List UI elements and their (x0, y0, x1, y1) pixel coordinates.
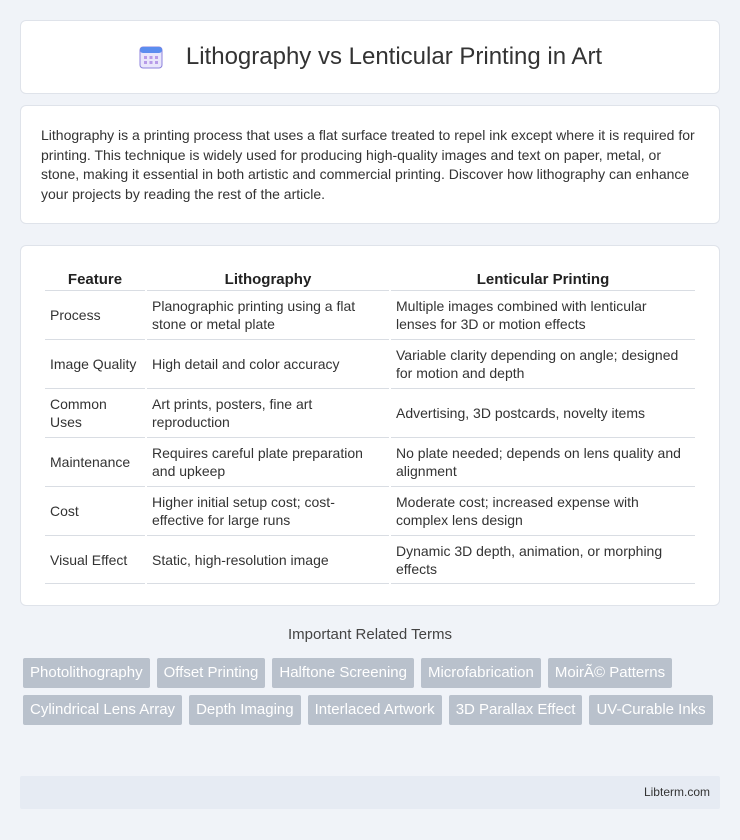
intro-card (20, 105, 720, 224)
table-cell-lenticular: Dynamic 3D depth, animation, or morphing effects (391, 535, 695, 584)
intro-text: Lithography is a printing process that uses a flat surface treated to repel ink except where it is required for printing. This technique is widely used for producing high-quality images and text on paper, metal, or stone, making it essential in both artistic and commercial printing. Discover how lithography can enhance your projects by reading the rest of the article. (41, 127, 695, 202)
table-cell-lithography: Planographic printing using a flat stone or metal plate (147, 290, 389, 339)
table-cell-feature: Cost (45, 486, 145, 535)
table-cell-lithography: Requires careful plate preparation and upkeep (147, 437, 389, 486)
table-cell-lithography: Art prints, posters, fine art reproduction (147, 388, 389, 437)
related-term-tag[interactable]: Cylindrical Lens Array (23, 695, 182, 725)
table-cell-lithography: High detail and color accuracy (147, 339, 389, 388)
comparison-table (43, 266, 697, 584)
related-term-tag[interactable]: Interlaced Artwork (308, 695, 442, 725)
table-row (45, 437, 695, 486)
column-header-lenticular: Lenticular Printing (476, 270, 610, 288)
related-terms-list (23, 658, 723, 725)
table-cell-lenticular: Moderate cost; increased expense with complex lens design (391, 486, 695, 535)
footer-site-link[interactable]: Libterm.com (643, 785, 710, 799)
related-terms-title: Important Related Terms (288, 626, 452, 643)
related-term-tag[interactable]: UV-Curable Inks (589, 695, 712, 725)
table-header-row (45, 266, 695, 290)
table-cell-lenticular: No plate needed; depends on lens quality and alignment (391, 437, 695, 486)
table-cell-lenticular: Advertising, 3D postcards, novelty items (391, 388, 695, 437)
header-card (20, 20, 720, 94)
table-cell-lithography: Static, high-resolution image (147, 535, 389, 584)
table-row (45, 535, 695, 584)
table-cell-feature: Image Quality (45, 339, 145, 388)
column-header-lithography: Lithography (224, 270, 312, 288)
related-term-tag[interactable]: 3D Parallax Effect (449, 695, 583, 725)
table-cell-lithography: Higher initial setup cost; cost-effective for large runs (147, 486, 389, 535)
table-cell-feature: Process (45, 290, 145, 339)
related-term-tag[interactable]: Depth Imaging (189, 695, 301, 725)
table-cell-feature: Common Uses (45, 388, 145, 437)
related-term-tag[interactable]: Photolithography (23, 658, 150, 688)
table-row (45, 388, 695, 437)
table-cell-lenticular: Multiple images combined with lenticular lenses for 3D or motion effects (391, 290, 695, 339)
table-row (45, 290, 695, 339)
column-header-feature: Feature (67, 270, 123, 288)
calendar-icon (138, 44, 164, 70)
related-term-tag[interactable]: Halftone Screening (272, 658, 414, 688)
related-term-tag[interactable]: MoirÃ© Patterns (548, 658, 672, 688)
comparison-table-card (20, 245, 720, 606)
table-cell-feature: Visual Effect (45, 535, 145, 584)
table-row (45, 486, 695, 535)
footer (20, 776, 720, 809)
related-term-tag[interactable]: Microfabrication (421, 658, 541, 688)
table-row (45, 339, 695, 388)
related-term-tag[interactable]: Offset Printing (157, 658, 266, 688)
table-cell-feature: Maintenance (45, 437, 145, 486)
page-title: Lithography vs Lenticular Printing in Art (185, 43, 603, 70)
table-cell-lenticular: Variable clarity depending on angle; designed for motion and depth (391, 339, 695, 388)
